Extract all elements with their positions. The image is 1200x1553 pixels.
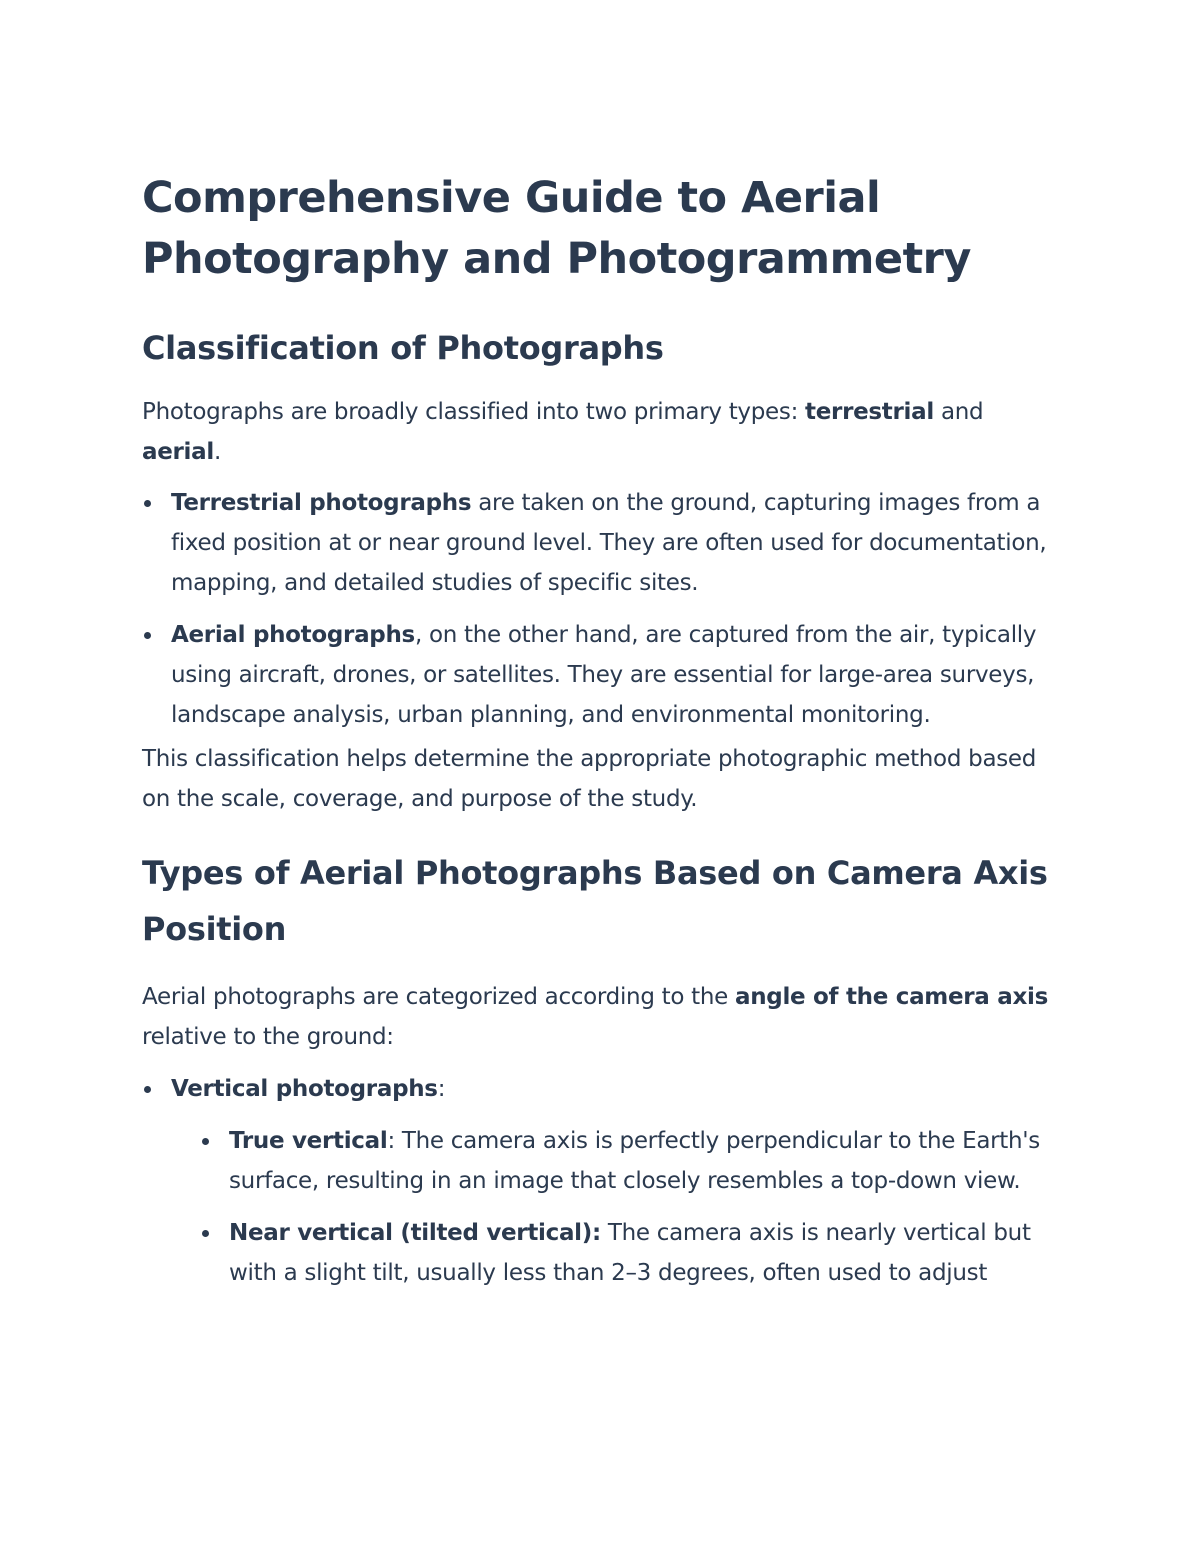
aerial-types-list [142,1069,1062,1293]
list-item [142,483,1062,603]
vertical-subtypes-list [200,1121,1062,1293]
list-item-text: : [437,1076,446,1102]
classification-closing-paragraph: This classification helps determine the appropriate photographic method based on the scale, coverage, and purpose of the study. [142,746,1037,812]
intro-text: Photographs are broadly classified into two primary types: [142,399,806,425]
intro-text: relative to the ground: [142,1024,394,1050]
list-item-text: are taken on the ground, capturing images from a fixed position at or near ground level. They are often used for documentation, mapping, and detailed studies of specific sites. [171,490,1047,596]
sub-list-item-text: : The camera axis is perfectly perpendicular to the Earth's surface, resulting in an image that closely resembles a top-down view. [229,1128,1040,1194]
sub-list-item [200,1121,1062,1201]
bullet-icon [144,1086,151,1093]
sub-list-item-term: Near vertical (tilted vertical): [229,1220,601,1246]
classification-intro-paragraph [142,392,1062,472]
section-heading-camera-axis: Types of Aerial Photographs Based on Camera Axis Position [142,854,1048,948]
sub-list-item-term: True vertical [229,1128,388,1154]
intro-text: and [933,399,984,425]
intro-bold-term: aerial [142,439,214,465]
list-item-term: Vertical photographs [171,1076,438,1102]
bullet-icon [202,1230,209,1237]
intro-bold-term: angle of the camera axis [735,984,1048,1010]
intro-bold-term: terrestrial [805,399,934,425]
document-title: Comprehensive Guide to Aerial Photography and Photogrammetry [142,173,971,284]
list-item [142,615,1062,735]
bullet-icon [144,500,151,507]
camera-axis-intro-paragraph [142,977,1062,1057]
list-item-term: Terrestrial photographs [171,490,472,516]
sub-list-item [200,1213,1062,1293]
list-item-text: , on the other hand, are captured from the air, typically using aircraft, drones, or satellites. They are essential for large-area surveys, landscape analysis, urban planning, and environmental monitoring. [171,622,1037,728]
section-heading-classification: Classification of Photographs [142,329,664,367]
intro-text: Aerial photographs are categorized according to the [142,984,735,1010]
intro-text: . [213,439,221,465]
list-item-term: Aerial photographs [171,622,415,648]
sub-list-item-text: The camera axis is nearly vertical but with a slight tilt, usually less than 2–3 degrees, often used to adjust [229,1220,1031,1286]
document-page [142,168,1062,1293]
bullet-icon [144,632,151,639]
bullet-icon [202,1138,209,1145]
list-item [142,1069,1062,1293]
photograph-types-list [142,483,1062,735]
